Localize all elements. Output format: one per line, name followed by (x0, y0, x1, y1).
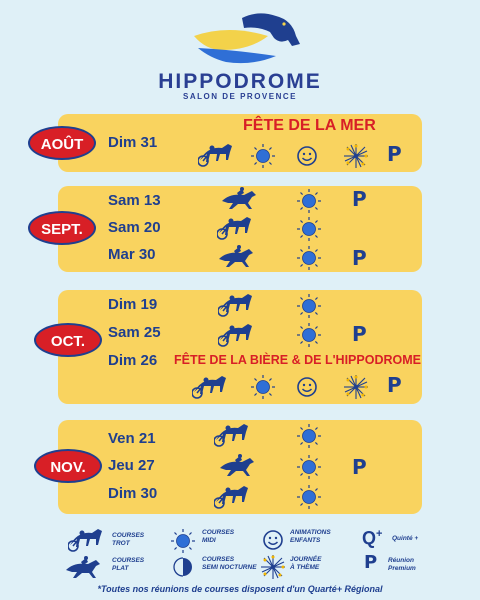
legend-midday-label: COURSES MIDI (202, 529, 235, 544)
brand-name: HIPPODROME (158, 70, 322, 93)
midday-race-icon (296, 188, 322, 214)
trot-race-icon (214, 420, 252, 448)
legend-flat-icon (64, 556, 102, 582)
event-title: FÊTE DE LA MER (243, 117, 376, 134)
day-label: Sam 25 (108, 324, 161, 341)
quinte-plus-icon: Q+ (362, 528, 383, 548)
trot-race-icon (218, 290, 256, 318)
premium-icon: P (352, 187, 367, 211)
brand-subtitle: SALON DE PROVENCE (183, 92, 297, 101)
month-badge-oct: OCT. (34, 323, 102, 357)
day-label: Dim 19 (108, 296, 158, 313)
legend-midday-icon (170, 528, 196, 554)
premium-icon: P (387, 142, 402, 166)
day-label: Sam 20 (108, 219, 161, 236)
trot-race-icon (218, 320, 256, 348)
midday-race-icon (250, 143, 276, 169)
legend-kids-label: ANIMATIONS ENFANTS (290, 529, 331, 544)
legend-theme-label: JOURNÉE À THÈME (290, 556, 322, 571)
day-label: Sam 13 (108, 192, 161, 209)
kids-entertainment-icon (296, 376, 318, 398)
legend-premium-label: Réunion Premium (388, 557, 416, 572)
legend-trot-label: COURSES TROT (112, 532, 145, 547)
kids-entertainment-icon (296, 145, 318, 167)
event-title: FÊTE DE LA BIÈRE & DE L'HIPPODROME (174, 353, 421, 367)
midday-race-icon (296, 216, 322, 242)
legend-flat-label: COURSES PLAT (112, 557, 145, 572)
day-label: Dim 31 (108, 134, 158, 151)
midday-race-icon (296, 322, 322, 348)
legend-theme-icon (260, 554, 286, 580)
midday-race-icon (250, 374, 276, 400)
trot-race-icon (214, 482, 252, 510)
hippodrome-logo (188, 10, 308, 68)
theme-day-icon (343, 374, 369, 400)
trot-race-icon (192, 372, 230, 400)
day-label: Dim 30 (108, 485, 158, 502)
midday-race-icon (296, 245, 322, 271)
premium-icon: P (352, 246, 367, 270)
trot-race-icon (217, 213, 255, 241)
flat-race-icon (217, 245, 255, 271)
month-badge-aout: AOÛT (28, 126, 96, 160)
premium-icon: P (387, 373, 402, 397)
midday-race-icon (296, 484, 322, 510)
flat-race-icon (218, 454, 256, 480)
legend-quinte-label: Quinté + (392, 535, 419, 542)
month-badge-sept: SEPT. (28, 211, 96, 245)
legend-semi-nocturne-icon (170, 554, 196, 580)
day-label: Jeu 27 (108, 457, 155, 474)
midday-race-icon (296, 423, 322, 449)
premium-icon: P (352, 322, 367, 346)
day-label: Mar 30 (108, 246, 156, 263)
legend-premium-icon: P (364, 552, 378, 573)
footnote: *Toutes nos réunions de courses disposent d'un Quarté+ Régional (97, 584, 383, 594)
legend-kids-icon (262, 529, 284, 551)
midday-race-icon (296, 454, 322, 480)
day-label: Ven 21 (108, 430, 156, 447)
legend-semi-nocturne-label: COURSES SEMI NOCTURNE (202, 556, 257, 571)
premium-icon: P (352, 455, 367, 479)
theme-day-icon (343, 143, 369, 169)
month-badge-nov: NOV. (34, 449, 102, 483)
flat-race-icon (220, 187, 258, 213)
midday-race-icon (296, 293, 322, 319)
day-label: Dim 26 (108, 352, 158, 369)
legend-trot-icon (68, 525, 106, 553)
trot-race-icon (198, 140, 236, 168)
